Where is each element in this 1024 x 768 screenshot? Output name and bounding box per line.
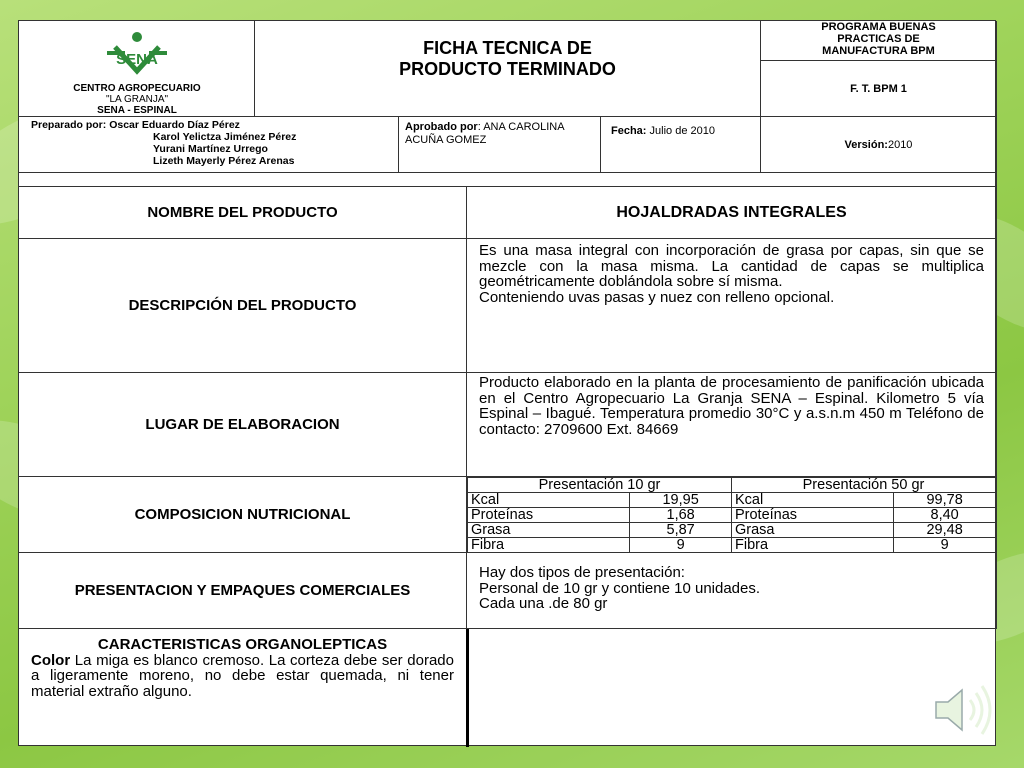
place-value: Producto elaborado en la planta de procesamiento de panificación ubicada en el Centro Agropecuario La Granja SENA – Espinal. Kilometro 5 vía Espinal – Ibagué. Temperatura promedio 30°C y a.s.n.m 450 m Teléfono de contacto: 2709600 Ext. 84669	[467, 373, 997, 477]
logo-cell	[19, 21, 255, 117]
logo-brand: SENA	[116, 51, 158, 68]
table-row: Grasa 5,87 Grasa 29,48	[468, 523, 996, 538]
date: Fecha: Julio de 2010	[601, 117, 761, 173]
sena-logo-icon	[85, 31, 189, 81]
approved-by: Aprobado por: ANA CAROLINA ACUÑA GOMEZ	[399, 117, 601, 173]
organoleptic-empty-cell	[469, 629, 997, 747]
table-row: Fibra 9 Fibra 9	[468, 538, 996, 553]
organoleptic-cell	[19, 629, 469, 747]
table-row: Proteínas 1,68 Proteínas 8,40	[468, 508, 996, 523]
organoleptic-color: Color La miga es blanco cremoso. La corteza debe ser dorado a ligeramente moreno, no debe estar quemada, ni tener material extraño alguno.	[31, 651, 454, 700]
organoleptic-title: CARACTERISTICAS ORGANOLEPTICAS	[97, 636, 388, 653]
product-name-label: NOMBRE DEL PRODUCTO	[19, 187, 467, 239]
table-row: Kcal 19,95 Kcal 99,78	[468, 493, 996, 508]
header-10gr: Presentación 10 gr	[468, 478, 732, 493]
product-name-value: HOJALDRADAS INTEGRALES	[467, 187, 997, 239]
document-code: F. T. BPM 1	[761, 61, 997, 117]
version: Versión: 2010	[761, 117, 997, 173]
nutrition-table-cell	[467, 477, 997, 553]
header-50gr: Presentación 50 gr	[731, 478, 995, 493]
description-label: DESCRIPCIÓN DEL PRODUCTO	[19, 239, 467, 373]
place-label: LUGAR DE ELABORACION	[19, 373, 467, 477]
table-row	[468, 478, 996, 493]
nutrition-label: COMPOSICION NUTRICIONAL	[19, 477, 467, 553]
organization-name: CENTRO AGROPECUARIO "LA GRANJA" SENA - ESPINAL	[73, 83, 201, 116]
nutrition-table	[467, 477, 996, 553]
prepared-by: Preparado por: Oscar Eduardo Díaz Pérez Karol Yelictza Jiménez Pérez Yurani Martínez Urrego Lizeth Mayerly Pérez Arenas	[19, 117, 399, 173]
packaging-label: PRESENTACION Y EMPAQUES COMERCIALES	[19, 553, 467, 629]
technical-sheet	[18, 20, 996, 746]
description-value: Es una masa integral con incorporación de grasa por capas, sin que se mezcle con la masa misma. La cantidad de capas se multiplica geométricamente doblándola sobre sí misma. Conteniendo uvas pasas y nuez con relleno opcional.	[467, 239, 997, 373]
speaker-icon[interactable]	[930, 680, 1000, 740]
packaging-value: Hay dos tipos de presentación: Personal de 10 gr y contiene 10 unidades. Cada una .de 80 gr	[467, 553, 997, 629]
document-title: FICHA TECNICA DE PRODUCTO TERMINADO	[399, 37, 616, 79]
program-name: PROGRAMA BUENAS PRACTICAS DE MANUFACTURA BPM	[761, 21, 997, 61]
divider-row	[19, 173, 997, 187]
document-title-cell	[255, 21, 761, 117]
